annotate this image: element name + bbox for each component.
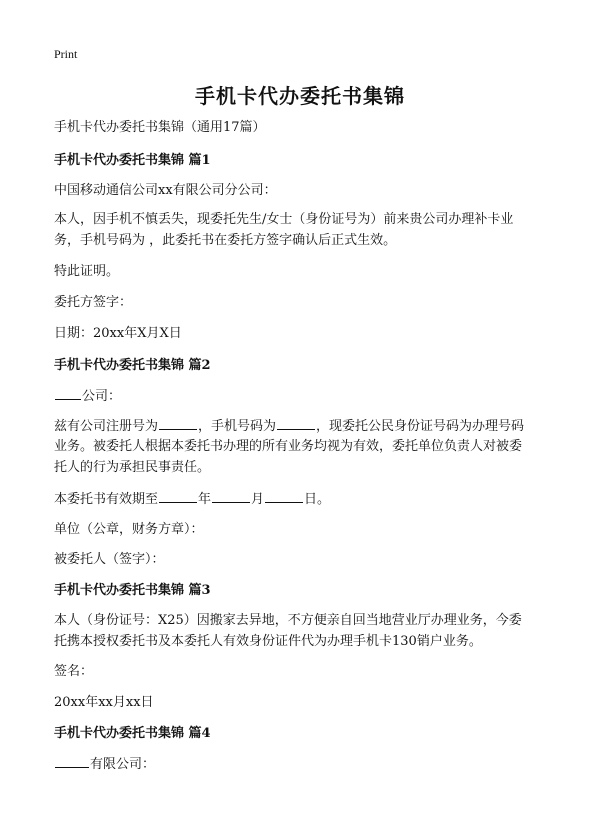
section-2-body-line-3: 托人的行为承担民事责任。 — [54, 460, 211, 475]
section-1-signature: 委托方签字： — [54, 295, 133, 310]
section-1-addressee: 中国移动通信公司xx有限公司分公司： — [54, 183, 277, 198]
validity-text-a: 本委托书有效期至 — [54, 492, 159, 507]
validity-text-year: 年 — [198, 492, 212, 507]
blank-line — [212, 488, 250, 503]
document-subtitle: 手机卡代办委托书集锦（通用17篇） — [54, 120, 266, 135]
section-3-body-line-2: 托携本授权委托书及本委托人有效身份证件代为办理手机卡130销户业务。 — [54, 634, 482, 649]
validity-text-day: 日。 — [304, 492, 331, 507]
blank-line — [159, 415, 197, 430]
validity-text-month: 月 — [251, 492, 265, 507]
section-2-unit: 单位（公章，财务方章）： — [54, 522, 204, 537]
section-1-heading: 手机卡代办委托书集锦 篇1 — [54, 153, 211, 168]
section-2-validity — [54, 488, 554, 511]
blank-line — [265, 488, 303, 503]
section-1-closing: 特此证明。 — [54, 264, 120, 279]
section-2-body-text-c: ，现委托公民身份证号码为办理号码 — [316, 419, 525, 434]
section-3-date: 20xx年xx月xx日 — [54, 695, 154, 710]
section-4-addressee — [54, 753, 554, 776]
section-4-heading: 手机卡代办委托书集锦 篇4 — [54, 726, 211, 741]
section-3-signature: 签名： — [54, 664, 94, 679]
section-2-body-text-a: 兹有公司注册号为 — [54, 419, 159, 434]
section-2-agent: 被委托人（签字）： — [54, 552, 165, 567]
section-2-heading: 手机卡代办委托书集锦 篇2 — [54, 358, 211, 373]
blank-line — [55, 753, 89, 768]
section-1-body-line-2: 务，手机号码为 ，此委托书在委托方签字确认后正式生效。 — [54, 233, 397, 248]
section-2-body-line-2: 业务。被委托人根据本委托书办理的所有业务均视为有效，委托单位负责人对被委 — [54, 439, 523, 454]
section-4-addressee-text: 有限公司： — [90, 757, 156, 772]
section-2-body-line-1 — [54, 415, 554, 438]
section-2-addressee-text: 公司： — [82, 389, 122, 404]
blank-line — [55, 385, 81, 400]
print-label: Print — [54, 47, 78, 61]
section-3-heading: 手机卡代办委托书集锦 篇3 — [54, 583, 211, 598]
section-3-body-line-1: 本人（身份证号：X25）因搬家去异地，不方便亲自回当地营业厅办理业务，今委 — [54, 613, 522, 628]
section-1-body-line-1: 本人，因手机不慎丢失，现委托先生/女士（身份证号为）前来贵公司办理补卡业 — [54, 212, 514, 227]
section-2-addressee — [54, 385, 554, 408]
section-1-date: 日期：20xx年X月X日 — [54, 326, 182, 341]
page-title: 手机卡代办委托书集锦 — [195, 84, 405, 108]
blank-line — [277, 415, 315, 430]
blank-line — [159, 488, 197, 503]
section-2-body-text-b: ，手机号码为 — [198, 419, 277, 434]
